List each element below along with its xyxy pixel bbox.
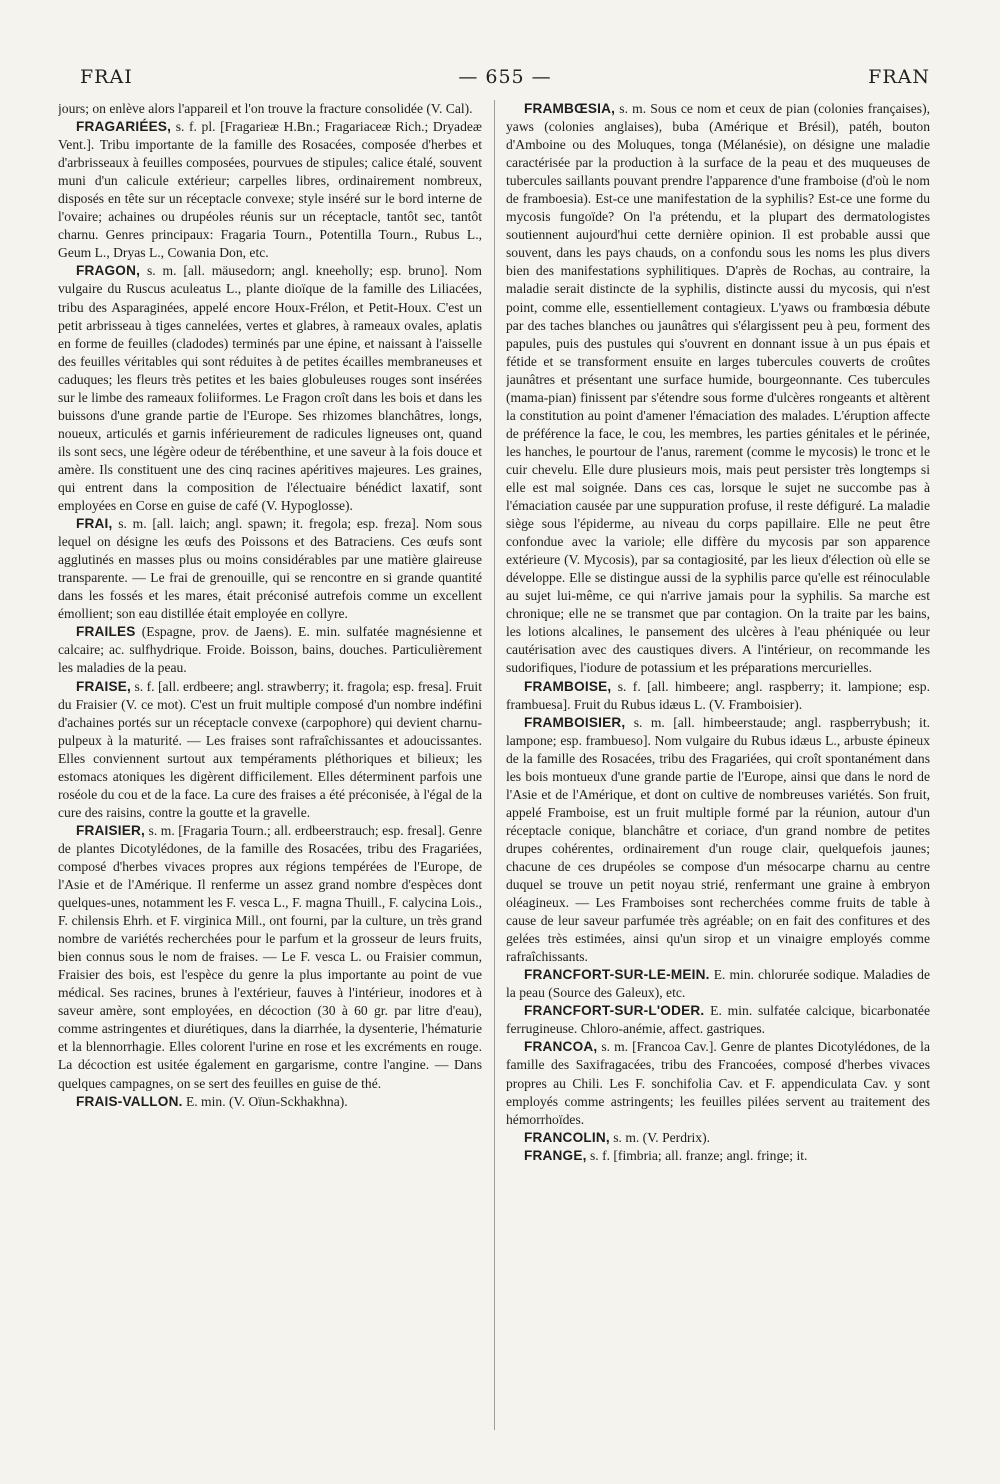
entry-text: s. m. Sous ce nom et ceux de pian (colonies françaises), yaws (colonies anglaises), buba (Amérique et Brésil), patéh, bouton d'Amboine ou des Moluques, tonga (Mélanésie), on désigne une maladie caractérisée par la production à la surface de la peau et des muqueuses de tubercules saillants pouvant prendre l'apparence d'une framboise (d'où le nom de framboesia). Est-ce une manifestation de la syphilis? Est-ce une forme du mycosis fungoïde? On l'a prétendu, et la plupart des dermatologistes soutiennent aujourd'hui cette dernière opinion. Il est probable aussi que souvent, dans les pays chauds, on a confondu sous les noms les plus divers bien des manifestations syphilitiques. D'après de Rochas, au contraire, la maladie serait distincte de la syphilis, distincte aussi du mycosis, qui n'est point, comme elle, essentiellement contagieux. L'yaws ou frambœsia débute par des taches blanches ou jaunâtres qui s'élargissent peu à peu, forment des papules, puis des pustules qui s'ouvrent en donnant issue à un pus épais et fétide et se transforment ensuite en larges tubercules couverts de croûtes jaunâtres et présentant une surface humide, bourgeonnante. Ces tubercules (mama-pian) finissent par s'étendre sous forme d'ulcères rongeants et altèrent la constitution au point d'amener l'émaciation des malades. L'éruption affecte de préférence la face, le cou, les membres, les parties génitales et le périnée, les hanches, le pourtour de l'anus, rarement (comme le mycosis) le tronc et le cuir chevelu. Elle dure plusieurs mois, mais peut persister très longtemps si elle est mal soignée. Dans ces cas, lorsque le sujet ne succombe pas à l'émaciation causée par une suppuration profuse, il reste défiguré. La maladie siège sous l'épiderme, au niveau du corps papillaire. Elle ne peut être confondue avec la variole; elle diffère du mycosis par son apparence extérieure (V. Mycosis), par sa contagiosité, par les lieux d'élection où elle se développe. Elle se distingue aussi de la syphilis parce qu'elle est réinoculable au sujet lui-même, ce qui n'arrive jamais pour la syphilis. Sa marche est chronique; elle ne se transmet que par contagion. On la traite par les bains, les lotions alcalines, le pansement des ulcères à l'eau phéniquée ou leur cautérisation avec des caustiques divers. A l'intérieur, on recommande les sudorifiques, l'iodure de potassium et les préparations mercurielles. <box>506 101 930 676</box>
entry-headword: FRAIS-VALLON. <box>76 1093 183 1109</box>
entry-headword: FRANGE, <box>524 1147 587 1163</box>
dictionary-entry <box>58 118 482 262</box>
entry-headword: FRAISIER, <box>76 822 146 838</box>
entry-headword: FRAGARIÉES, <box>76 119 172 135</box>
entry-headword: FRAMBOISIER, <box>524 714 626 730</box>
entry-headword: FRAMBOISE, <box>524 678 612 694</box>
entry-text: (Espagne, prov. de Jaens). E. min. sulfatée magnésienne et calcaire; ac. sulfhydrique. Froide. Boisson, bains, douches. Particulièrement les maladies de la peau. <box>58 624 482 676</box>
entry-text: s. m. [Francoa Cav.]. Genre de plantes Dicotylédones, de la famille des Saxifragacées, tribu des Francoées, composé d'herbes vivaces propres au Chili. Les F. sonchifolia Cav. et F. appendiculata Cav. y sont employés comme astringents; les feuilles pilées servent au traitement des hémorrhoïdes. <box>506 1039 930 1127</box>
page-number: — 655 — <box>458 66 552 88</box>
dictionary-entry <box>58 678 482 822</box>
entry-headword: FRANCOLIN, <box>524 1129 610 1145</box>
right-column <box>506 100 930 1440</box>
entry-headword: FRANCFORT-SUR-LE-MEIN. <box>524 967 710 983</box>
entry-headword: FRAILES <box>76 624 136 640</box>
entry-headword: FRAISE, <box>76 678 132 694</box>
left-column <box>58 100 482 1440</box>
entry-text: E. min. chlorurée sodique. Maladies de la peau (Source des Galeux), etc. <box>506 967 930 1001</box>
entry-text: jours; on enlève alors l'appareil et l'on trouve la fracture consolidée (V. Cal). <box>58 101 473 116</box>
entry-text: s. f. pl. [Fragarieæ H.Bn.; Fragariaceæ Rich.; Dryadeæ Vent.]. Tribu importante de la famille des Rosacées, composée d'herbes et d'arbrisseaux à feuilles composées, pourvues de stipules; calice étalé, souvent muni d'un calicule extérieur; carpelles libres, ordinairement nombreux, disposés en tête sur un réceptacle convexe; style inséré sur le bord interne de l'ovaire; achaines ou drupéoles réunis sur un réceptacle, tantôt sec, tantôt charnu. Genres principaux: Fragaria Tourn., Potentilla Tourn., Rubus L., Geum L., Dryas L., Cowania Don, etc. <box>58 119 482 261</box>
entry-headword: FRANCFORT-SUR-L'ODER. <box>524 1003 705 1019</box>
dictionary-entry <box>506 714 930 967</box>
dictionary-entry <box>58 100 482 118</box>
dictionary-entry <box>506 966 930 1002</box>
entry-text: s. f. [all. erdbeere; angl. strawberry; it. fragola; esp. fresa]. Fruit du Fraisier (V. ce mot). C'est un fruit multiple composé d'un nombre indéfini d'achaines portés sur un réceptacle convexe (carpophore) qui devient charnu-pulpeux à la maturité. — Les fraises sont rafraîchissantes et adoucissantes. Elles conviennent surtout aux tempéraments pléthoriques et bilieux; les estomacs atoniques les digèrent difficilement. Elles déterminent parfois une roséole du cou et de la face. La cure des fraises a été préconisée, à l'égal de la cure des raisins, contre la goutte et la gravelle. <box>58 678 482 820</box>
entry-headword: FRAI, <box>76 516 113 532</box>
entry-text: s. m. [all. laich; angl. spawn; it. fregola; esp. freza]. Nom sous lequel on désigne les œufs des Poissons et des Batraciens. Ces œufs sont agglutinés en masses plus ou moins considérables par une matière glaireuse transparente. — Le frai de grenouille, qui se rencontre en si grande quantité dans les fossés et les mares, était préconisé autrefois comme un excellent émollient; son eau distillée était employée en collyre. <box>58 516 482 622</box>
entry-text: s. m. [all. mäusedorn; angl. kneeholly; esp. bruno]. Nom vulgaire du Ruscus aculeatus L., plante dioïque de la famille des Liliacées, tribu des Asparaginées, appelé encore Houx-Frélon, et Petit-Houx. C'est un petit arbrisseau à tiges cannelées, vertes et glabres, à rameaux ovales, aplatis en forme de feuilles (cladodes) terminés par une épine, et naissant à l'aisselle des feuilles véritables qui sont réduites à de petites écailles membraneuses et caduques; les fleurs très petites et les baies globuleuses rouges sont insérées sur le limbe des rameaux foliiformes. Le Fragon croît dans les bois et dans les buissons d'une grande partie de l'Europe. Ses rhizomes blanchâtres, longs, noueux, articulés et garnis inférieurement de radicules ligneuses ont, quand ils sont secs, une légère odeur de térébenthine, et une saveur à la fois douce et amère. Ils constituent une des cinq racines apéritives majeures. Les graines, qui entrent dans la composition de l'électuaire bénédict laxatif, sont employées en Corse en guise de café (V. Hypoglosse). <box>58 263 482 514</box>
running-header <box>80 66 930 92</box>
header-left-guide-word: FRAI <box>80 66 133 88</box>
dictionary-entry <box>58 822 482 1093</box>
entry-text: s. m. [all. himbeerstaude; angl. raspberrybush; it. lampone; esp. frambueso]. Nom vulgaire du Rubus idæus L., arbuste épineux de la famille des Rosacées, tribu des Fragariées, qui croît spontanément dans les bois montueux d'une grande partie de l'Europe, ainsi que dans le nord de l'Asie et de l'Amérique, et dont on cultive de nombreuses variétés. Son fruit, appelé Framboise, est un fruit multiple formé par la réunion, autour d'un réceptacle conique, blanchâtre et coriace, d'un grand nombre de petites drupes cohérentes, ordinairement d'un rouge clair, quelquefois jaunes; chacune de ces drupéoles se compose d'un mésocarpe charnu au centre duquel se trouve un petit noyau strié, renfermant une graine à embryon oléagineux. — Les Framboises sont recherchées comme fruits de table à cause de leur saveur parfumée très agréable; on en fait des confitures et des gelées très estimées, ainsi qu'un sirop et un vinaigre employés comme rafraîchissants. <box>506 714 930 965</box>
entry-text: s. m. [Fragaria Tourn.; all. erdbeerstrauch; esp. fresal]. Genre de plantes Dicotylédones, de la famille des Rosacées, tribu des Fragariées, composé d'herbes vivaces propres aux régions tempérées de l'Europe, de l'Asie et de l'Amérique. Il renferme un assez grand nombre d'espèces dont quelques-unes, notamment les F. vesca L., F. magna Thuill., F. calycina Lois., F. chilensis Ehrh. et F. virginica Mill., ont fourni, par la culture, un très grand nombre de variétés recherchées pour le parfum et la grosseur de leurs fruits, bien connus sous le nom de fraises. — Le F. vesca L. ou Fraisier commun, Fraisier des bois, est l'espèce du genre la plus importante au point de vue médical. Ses racines, brunes à l'extérieur, fauves à l'intérieur, inodores et à saveur amère, sont employées, en décoction (30 à 60 gr. par litre d'eau), comme astringentes et diurétiques, dans la diarrhée, la dysenterie, l'hématurie et la blennorrhagie. Elles colorent l'urine en rose et les excréments en rouge. La décoction est usitée également en gargarisme, contre l'angine. — Dans quelques campagnes, on se sert des feuilles en guise de thé. <box>58 822 482 1091</box>
entry-headword: FRAMBŒSIA, <box>524 101 616 116</box>
dictionary-entry <box>58 262 482 515</box>
entry-headword: FRAGON, <box>76 263 141 279</box>
entry-text: s. f. [all. himbeere; angl. raspberry; it. lampione; esp. frambuesa]. Fruit du Rubus idæus L. (V. Framboisier). <box>506 678 930 712</box>
dictionary-entry <box>58 623 482 677</box>
dictionary-entry <box>506 678 930 714</box>
dictionary-entry <box>506 100 930 678</box>
dictionary-entry <box>506 1002 930 1038</box>
dictionary-entry <box>506 1038 930 1128</box>
header-right-guide-word: FRAN <box>868 66 930 88</box>
dictionary-entry <box>506 1129 930 1147</box>
dictionary-entry <box>58 1093 482 1111</box>
entry-text: E. min. (V. Oïun-Sckhakhna). <box>182 1093 348 1109</box>
dictionary-entry <box>506 1147 930 1165</box>
entry-text: s. m. (V. Perdrix). <box>609 1129 711 1145</box>
dictionary-entry <box>58 515 482 623</box>
entry-text: s. f. [fimbria; all. franze; angl. fringe; it. <box>586 1147 808 1163</box>
entry-headword: FRANCOA, <box>524 1039 598 1055</box>
entry-text: E. min. sulfatée calcique, bicarbonatée ferrugineuse. Chloro-anémie, affect. gastriques. <box>506 1003 930 1037</box>
column-divider <box>494 100 495 1430</box>
